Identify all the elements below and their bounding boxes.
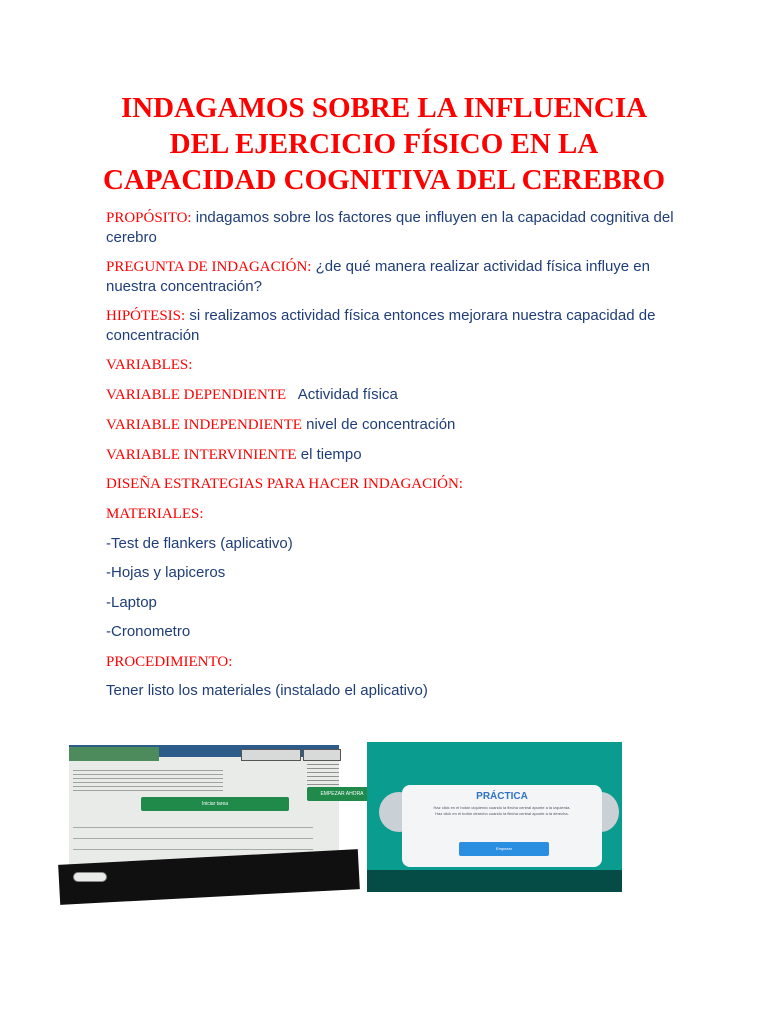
photo-bottom-shadow [367, 870, 622, 892]
photo-text-lines [73, 817, 313, 853]
variables-heading: VARIABLES: [106, 357, 193, 373]
hipotesis-paragraph [106, 306, 676, 346]
variable-interviniente-label: VARIABLE INTERVINIENTE [106, 447, 297, 463]
title-line-3: CAPACIDAD COGNITIVA DEL CEREBRO [102, 164, 666, 196]
practice-instructions: Haz click en el botón izquierdo cuando la flecha central apunte a la izquierda. Haz click en el botón derecho cuando la flecha central apunte a la derecha. [433, 805, 571, 816]
app-screenshot-photo [69, 745, 364, 885]
variable-interviniente [106, 445, 676, 465]
practice-screen-photo [367, 742, 622, 892]
variable-interviniente-value: el tiempo [296, 446, 362, 463]
materiales-heading: MATERIALES: [106, 506, 204, 522]
pregunta-label: PREGUNTA DE INDAGACIÓN: [106, 259, 312, 275]
variable-dependiente-value: Actividad física [286, 386, 398, 403]
hipotesis-label: HIPÓTESIS: [106, 308, 186, 324]
practice-start-button: Empezar [459, 842, 549, 856]
material-item: -Laptop [106, 594, 157, 611]
hipotesis-value: si realizamos actividad física entonces mejorara nuestra capacidad de concentración [106, 307, 656, 344]
material-item: -Cronometro [106, 623, 191, 640]
material-item: -Hojas y lapiceros [106, 564, 226, 581]
proposito-value: indagamos sobre los factores que influyen en la capacidad cognitiva del cerebro [106, 209, 674, 246]
pregunta-value: ¿de qué manera realizar actividad física influye en nuestra concentración? [106, 258, 650, 295]
proposito-paragraph [106, 208, 676, 248]
photo-text-lines [73, 767, 223, 793]
variable-independiente [106, 415, 676, 435]
photo-header-box [303, 749, 341, 761]
variable-independiente-value: nivel de concentración [301, 416, 456, 433]
estrategias-heading: DISEÑA ESTRATEGIAS PARA HACER INDAGACIÓN: [106, 476, 463, 492]
practice-title: PRÁCTICA [476, 791, 528, 802]
procedimiento-text: Tener listo los materiales (instalado el aplicativo) [106, 682, 428, 699]
photo-pill [73, 872, 107, 882]
photo-banner [69, 747, 159, 761]
document-title [0, 90, 768, 198]
title-line-1: INDAGAMOS SOBRE LA INFLUENCIA [120, 92, 648, 124]
variable-dependiente-label: VARIABLE DEPENDIENTE [106, 387, 287, 403]
proposito-label: PROPÓSITO: [106, 210, 192, 226]
photo-header-box [241, 749, 301, 761]
procedimiento-heading: PROCEDIMIENTO: [106, 654, 233, 670]
pregunta-paragraph [106, 257, 676, 297]
practice-card [402, 785, 602, 867]
variable-dependiente [106, 385, 676, 405]
variable-independiente-label: VARIABLE INDEPENDIENTE [106, 417, 302, 433]
photo-start-task-button: Iniciar tarea [141, 797, 289, 811]
title-line-2: DEL EJERCICIO FÍSICO EN LA [169, 128, 599, 160]
photo-start-now-button: EMPEZAR AHORA [307, 787, 377, 801]
material-item: -Test de flankers (aplicativo) [106, 535, 293, 552]
